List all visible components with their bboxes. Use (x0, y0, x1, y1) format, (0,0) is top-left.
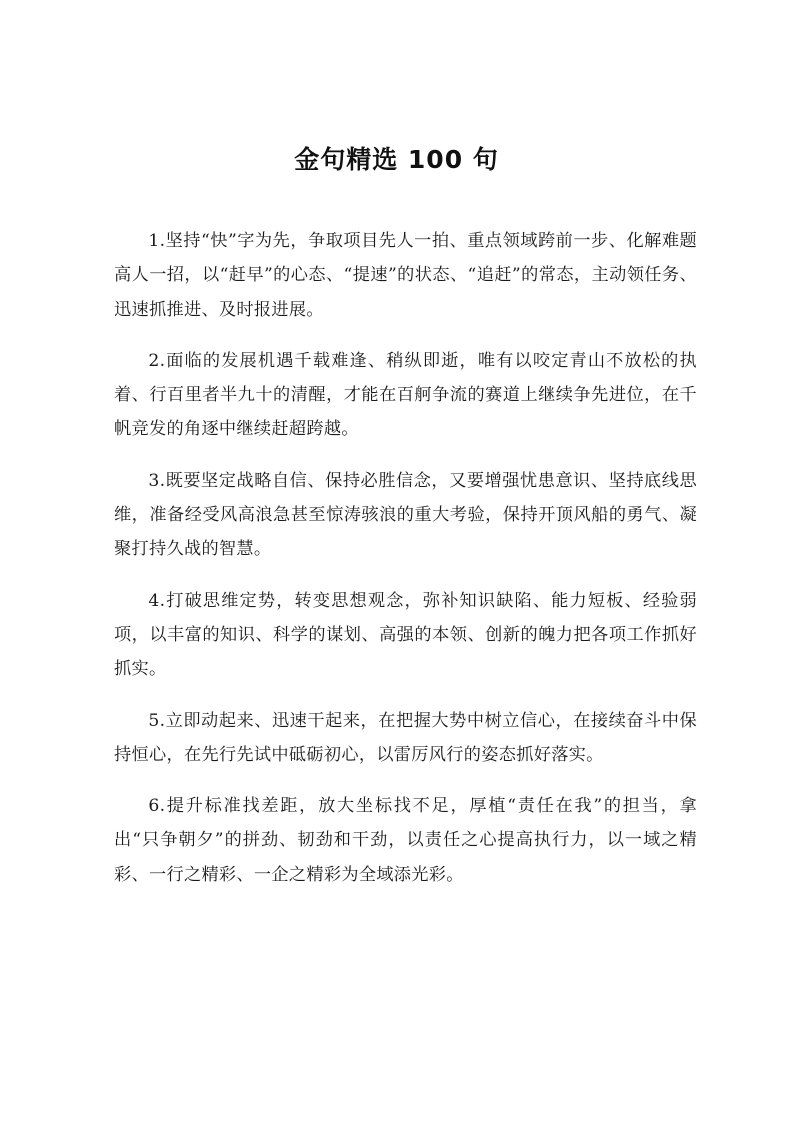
paragraph-1: 1.坚持“快”字为先，争取项目先人一拍、重点领域跨前一步、化解难题高人一招，以“赶早”的心态、“提速”的状态、“追赶”的常态，主动领任务、迅速抓推进、及时报进展。 (114, 231, 697, 320)
paragraph-4: 4.打破思维定势，转变思想观念，弥补知识缺陷、能力短板、经验弱项，以丰富的知识、科学的谋划、高强的本领、创新的魄力把各项工作抓好抓实。 (114, 590, 697, 680)
paragraph-5: 5.立即动起来、迅速干起来，在把握大势中树立信心，在接续奋斗中保持恒心，在先行先试中砥砺初心，以雷厉风行的姿态抓好落实。 (114, 710, 697, 765)
paragraph-6: 6.提升标准找差距，放大坐标找不足，厚植“责任在我”的担当，拿出“只争朝夕”的拼劲、韧劲和干劲，以责任之心提高执行力，以一域之精彩、一行之精彩、一企之精彩为全域添光彩。 (114, 796, 697, 885)
paragraph-3: 3.既要坚定战略自信、保持必胜信念，又要增强忧患意识、坚持底线思维，准备经受风高浪急甚至惊涛骇浪的重大考验，保持开顶风船的勇气、凝聚打持久战的智慧。 (114, 470, 697, 560)
page-title: 金句精选 100 句 (294, 145, 499, 174)
paragraph-2: 2.面临的发展机遇千载难逢、稍纵即逝，唯有以咬定青山不放松的执着、行百里者半九十的清醒，才能在百舸争流的赛道上继续争先进位，在千帆竞发的角逐中继续赶超跨越。 (114, 350, 697, 440)
document-body (114, 224, 697, 909)
